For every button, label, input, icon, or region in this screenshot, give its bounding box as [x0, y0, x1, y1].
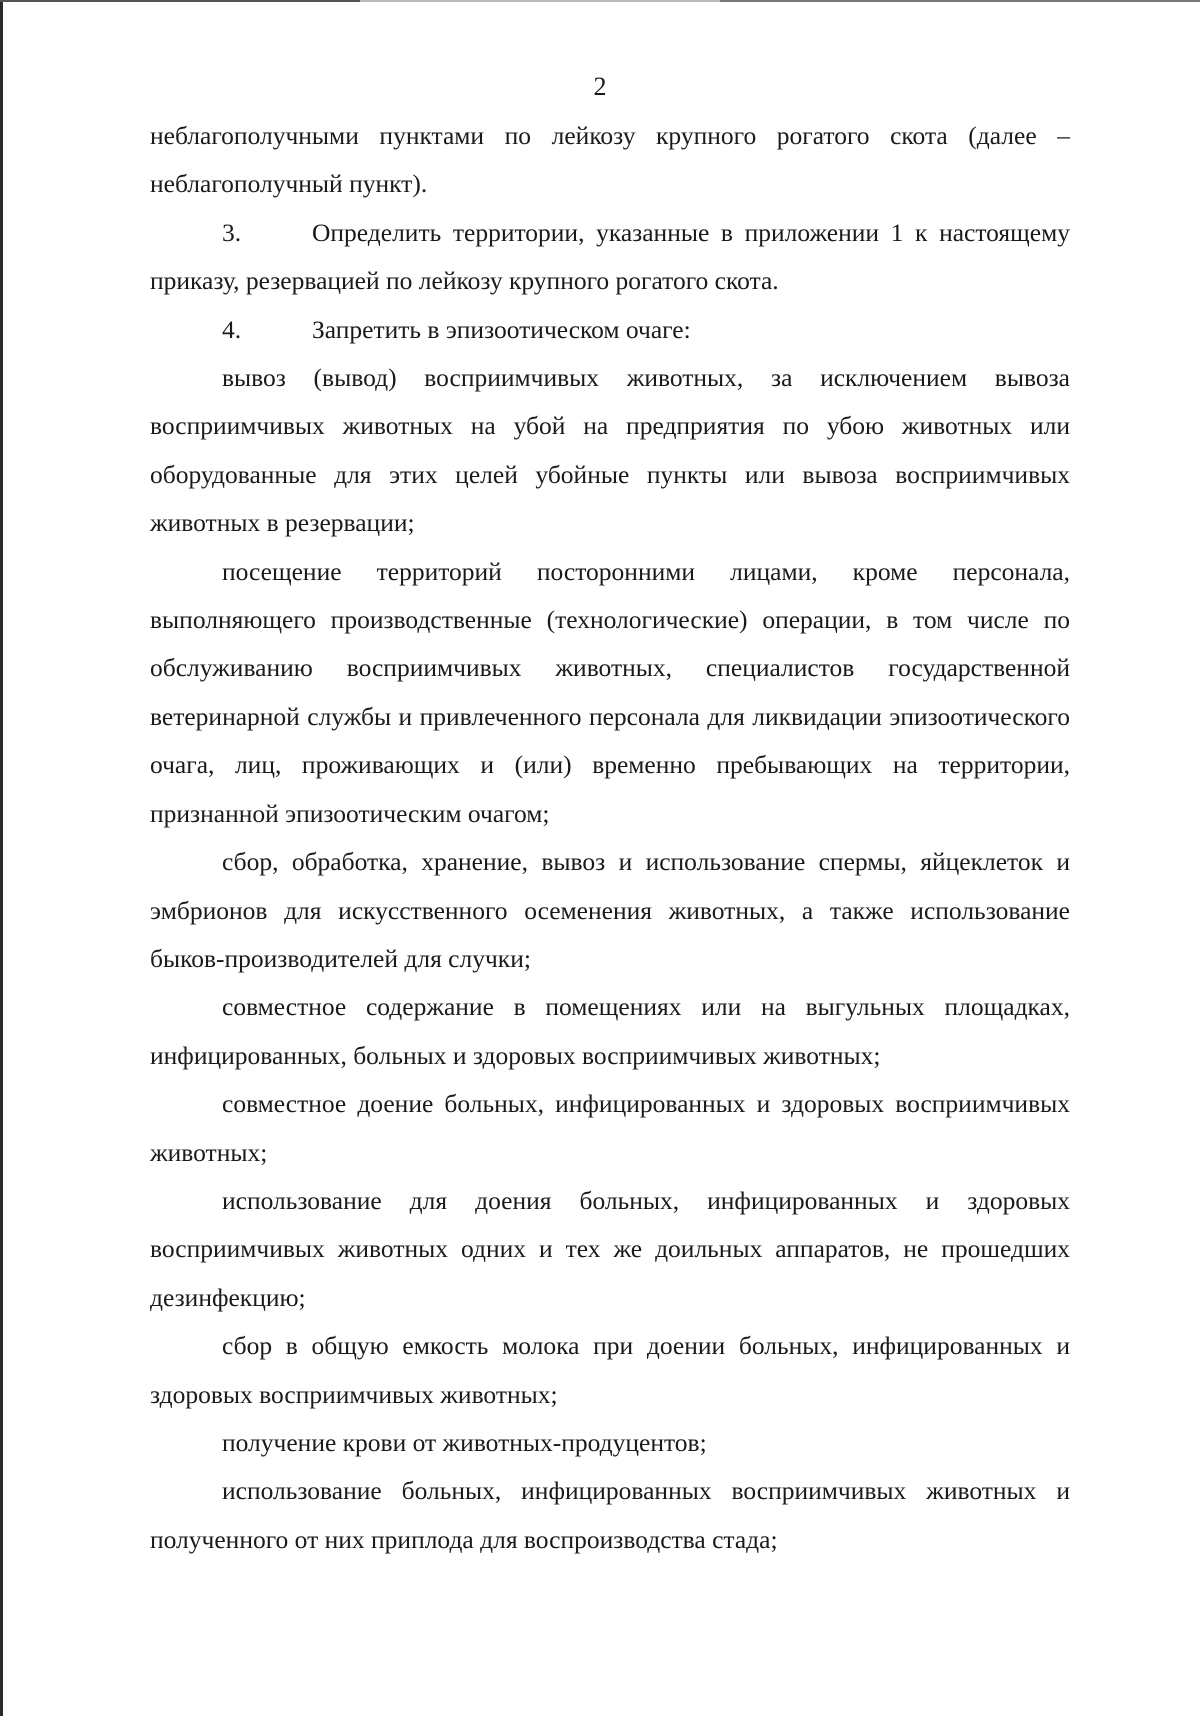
prohibition-item: совместное содержание в помещениях или на выгульных площадках, инфицированных, больных и здоровых восприимчивых животных;: [150, 992, 1070, 1070]
paragraph-continuation: [150, 112, 1070, 209]
page-number: 2: [593, 72, 607, 101]
paragraph-number: 3.: [222, 217, 242, 247]
document-body: [150, 112, 1070, 1564]
prohibition-item: совместное доение больных, инфицированных и здоровых восприимчивых животных;: [150, 1089, 1070, 1167]
paragraph-text: неблагополучными пунктами по лейкозу крупного рогатого скота (далее – неблагополучный пункт).: [150, 121, 1070, 199]
prohibition-item: сбор в общую емкость молока при доении больных, инфицированных и здоровых восприимчивых животных;: [150, 1331, 1070, 1409]
prohibition-item: получение крови от животных-продуцентов;: [222, 1427, 707, 1457]
prohibition-item: сбор, обработка, хранение, вывоз и использование спермы, яйцеклеток и эмбрионов для искусственного осеменения животных, а также использование быков-производителей для случки;: [150, 847, 1070, 973]
paragraph-text: Определить территории, указанные в приложении 1 к настоящему приказу, резервацией по лейкозу крупного рогатого скота.: [150, 217, 1070, 296]
paragraph-text: Запретить в эпизоотическом очаге:: [312, 314, 691, 344]
scan-edge-top: [0, 0, 1200, 2]
numbered-paragraph-4: [150, 306, 1070, 354]
prohibition-item: использование для доения больных, инфицированных и здоровых восприимчивых животных одних и тех же доильных аппаратов, не прошедших дезинфекцию;: [150, 1185, 1070, 1312]
prohibition-item: использование больных, инфицированных восприимчивых животных и полученного от них приплода для воспроизводства стада;: [150, 1476, 1070, 1554]
paragraph-number: 4.: [222, 314, 242, 344]
numbered-paragraph-3: [150, 209, 1070, 306]
prohibition-item: посещение территорий посторонними лицами, кроме персонала, выполняющего производственные (технологические) операции, в том числе по обслуживанию восприимчивых животных, специалистов государственной ветеринарной службы и привлеченного персонала для ликвидации эпизоотического очага, лиц, проживающих и (или) временно пребывающих на территории, признанной эпизоотическим очагом;: [150, 556, 1070, 828]
scan-edge-left: [0, 0, 3, 1716]
prohibition-item: вывоз (вывод) восприимчивых животных, за исключением вывоза восприимчивых животных на убой на предприятия по убою животных или оборудованные для этих целей убойные пункты или вывоза восприимчивых животных в резервации;: [150, 363, 1070, 538]
